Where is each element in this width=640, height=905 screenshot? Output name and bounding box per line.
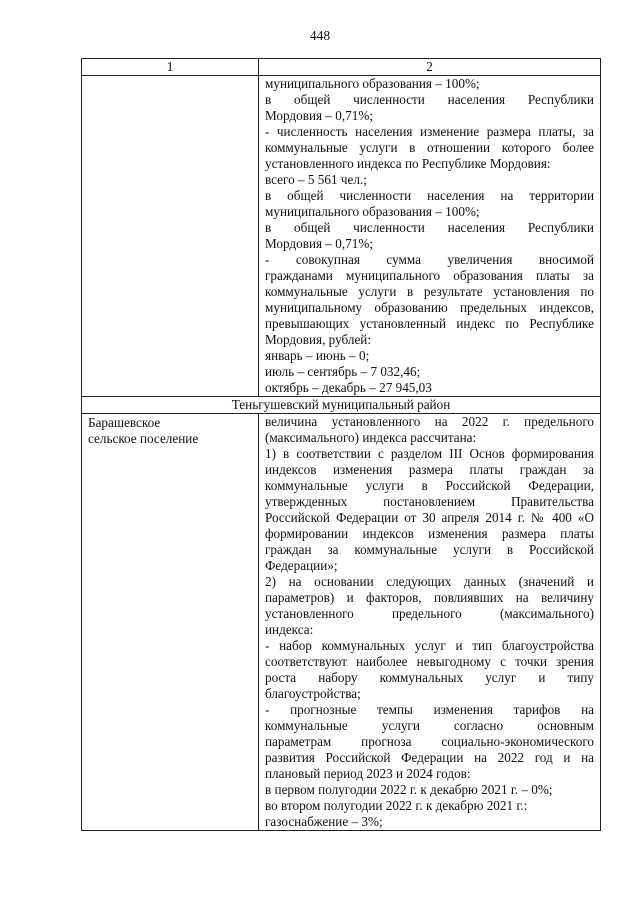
text-line: развития Российской Федерации на 2022 год и на — [265, 750, 594, 765]
text-line: коммунальные услуги в результате установления по — [265, 284, 594, 299]
section-title: Теньгушевский муниципальный район — [82, 397, 601, 414]
text-line: муниципальному образованию предельных индексов, — [265, 300, 594, 315]
text-line: - набор коммунальных услуг и тип благоустройства — [265, 638, 594, 653]
text-line: во втором полугодии 2022 г. к декабрю 2021 г.: — [265, 798, 528, 813]
text-line: Федерации»; — [265, 558, 338, 573]
text-line: - численность населения изменение размера платы, за — [265, 124, 594, 139]
header-col-2: 2 — [259, 59, 601, 76]
text-line: параметрам прогноза социально-экономического — [265, 734, 594, 749]
text-line: плановый период 2023 и 2024 годов: — [265, 766, 471, 781]
text-line: превышающих установленный индекс по Республике — [265, 316, 594, 331]
text-line: индекса: — [265, 622, 314, 637]
table-header-row — [82, 59, 601, 76]
text-line: - прогнозные темпы изменения тарифов на — [265, 702, 594, 717]
text-line: январь – июнь – 0; — [265, 348, 370, 363]
text-line: газоснабжение – 3%; — [265, 814, 383, 829]
text-line: в первом полугодии 2022 г. к декабрю 2021 г. – 0%; — [265, 782, 553, 797]
text-line: формировании индексов изменения размера платы — [265, 526, 594, 541]
header-col-1: 1 — [82, 59, 259, 76]
text-line: установленного предельного (максимального) — [265, 606, 594, 621]
text-line: коммунальные услуги в отношении которого более — [265, 140, 594, 155]
row1-right-cell — [259, 76, 601, 397]
table-row — [82, 76, 601, 397]
text-line: Мордовия – 0,71%; — [265, 108, 373, 123]
text-line: утвержденных постановлением Правительства — [265, 494, 594, 509]
text-line: параметров) и факторов, повлиявших на величину — [265, 590, 594, 605]
text-line: величина установленного на 2022 г. предельного — [265, 414, 594, 429]
row2-right-cell — [259, 414, 601, 831]
municipality-name-line-1: Барашевское — [88, 415, 161, 430]
text-line: роста набору коммунальных услуг и типу — [265, 670, 594, 685]
text-line: 1) в соответствии с разделом III Основ формирования — [265, 446, 594, 461]
table-row — [82, 414, 601, 831]
text-line: муниципального образования – 100%; — [265, 76, 480, 91]
text-line: (максимального) индекса рассчитана: — [265, 430, 477, 445]
text-line: индексов изменения размера платы граждан за — [265, 462, 594, 477]
data-table — [81, 58, 601, 831]
text-line: в общей численности населения на территории — [265, 188, 594, 203]
text-line: 2) на основании следующих данных (значений и — [265, 574, 594, 589]
text-line: граждан за коммунальные услуги в Российской — [265, 542, 594, 557]
municipality-name-line-2: сельское поселение — [88, 431, 199, 446]
row1-left-cell — [82, 76, 259, 397]
text-line: Российской Федерации от 30 апреля 2014 г. № 400 «О — [265, 510, 594, 525]
text-line: Мордовия, рублей: — [265, 332, 372, 347]
text-line: установленного индекса по Республике Мордовия: — [265, 156, 551, 171]
page-number: 448 — [309, 28, 331, 43]
section-row — [82, 397, 601, 414]
text-line: октябрь – декабрь – 27 945,03 — [265, 380, 432, 395]
text-line: муниципального образования – 100%; — [265, 204, 480, 219]
text-line: соответствуют наиболее невыгодному с точки зрения — [265, 654, 594, 669]
text-line: благоустройства; — [265, 686, 361, 701]
text-line: гражданами муниципального образования платы за — [265, 268, 594, 283]
text-line: коммунальные услуги в Российской Федерации, — [265, 478, 594, 493]
text-line: в общей численности населения Республики — [265, 220, 594, 235]
text-line: Мордовия – 0,71%; — [265, 236, 373, 251]
text-line: - совокупная сумма увеличения вносимой — [265, 252, 594, 267]
text-line: коммунальные услуги согласно основным — [265, 718, 594, 733]
text-line: всего – 5 561 чел.; — [265, 172, 367, 187]
row2-left-cell — [82, 414, 259, 831]
text-line: июль – сентябрь – 7 032,46; — [265, 364, 421, 379]
text-line: в общей численности населения Республики — [265, 92, 594, 107]
